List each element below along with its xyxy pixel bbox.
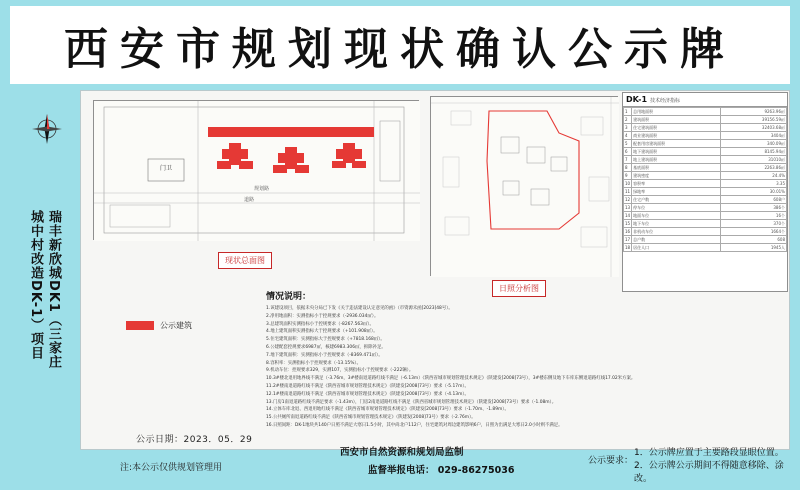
table-cell-label: 居住人口 — [632, 244, 721, 252]
table-cell-index: 6 — [624, 148, 632, 156]
note-item: 13.门房1南退道路红线不满足要求（-1.43m），门房2南退道路红线不满足《陕西省城市规划管理技术规定》（陕建发[2008]73号）要求（-1.08m）。 — [266, 399, 557, 405]
note-item: 3.总建筑面积实测指标小于控规要求（-8267.563㎡）。 — [266, 321, 374, 327]
map-label-street: 道路 — [244, 197, 255, 203]
table-row — [624, 196, 787, 204]
project-title-line1: 瑞丰新欣城DK1（三家庄 — [46, 210, 61, 369]
table-cell-value: 1664个 — [720, 228, 786, 236]
table-cell-label: 商业建筑面积 — [632, 132, 721, 140]
table-cell-value: 30.01% — [720, 188, 786, 196]
table-cell-value: 39156.59㎡ — [720, 116, 786, 124]
table-row — [624, 180, 787, 188]
note-item: 6.公建配套控规要求6987㎡，核建6983.306㎡，拆除补足。 — [266, 344, 386, 350]
table-row — [624, 124, 787, 132]
table-row — [624, 108, 787, 116]
legend-label: 公示建筑 — [160, 321, 192, 330]
table-row — [624, 148, 787, 156]
table-cell-value: 3404㎡ — [720, 132, 786, 140]
table-cell-label: 非机动车位 — [632, 228, 721, 236]
publication-date: 公示日期：2023．05．29 — [136, 435, 253, 445]
note-item: 11.2#楼南退道路红线不满足《陕西省城市规划管理技术规定》（陕建发[2008]73号）要求（-5.17m）。 — [266, 383, 469, 389]
notes — [266, 292, 782, 442]
table-row — [624, 212, 787, 220]
table-row — [624, 228, 787, 236]
table-cell-label: 住宅户数 — [632, 196, 721, 204]
table-row — [624, 156, 787, 164]
notice-item: 2．公示牌公示期间不得随意移除、涂改。 — [634, 461, 784, 484]
page-title: 西安市规划现状确认公示牌 — [64, 24, 736, 75]
note-item: 14.立体车库北退、西退用地红线不满足《陕西省城市规划管理技术规定》（陕建发[2008]73号）要求（-1.70m、-1.89m）。 — [266, 407, 509, 413]
table-row — [624, 116, 787, 124]
index-table — [623, 107, 787, 252]
note-item: 5.住宅建筑面积：实测指标大于控规要求（+7818.168㎡）。 — [266, 337, 385, 343]
notes-title: 情况说明： — [266, 292, 312, 302]
table-cell-value: 2263.86㎡ — [720, 164, 786, 172]
table-cell-label: 配套用房建筑面积 — [632, 140, 721, 148]
compass-icon — [30, 112, 64, 146]
table-cell-label: 地下建筑面积 — [632, 148, 721, 156]
table-row — [624, 236, 787, 244]
table-cell-index: 17 — [625, 237, 631, 242]
note-item: 16.日照间距：DK-1地块共140户日照不满足大寒日1.5小时，其中尚北户112户，住宅建筑对周边建筑影响6户，日照为出满足大寒日2.0小时则不满足。 — [266, 422, 563, 428]
note-item: 12.1#楼南退道路红线不满足《陕西省城市规划管理技术规定》（陕建发[2008]73号）要求（-4.13m）。 — [266, 391, 469, 397]
table-row — [624, 188, 787, 196]
note-item: 4.地上建筑面积实测指标大于控规要求（+101.908㎡）。 — [266, 329, 378, 335]
table-cell-index: 2 — [624, 116, 632, 124]
table-cell-value: 3.35 — [720, 180, 786, 188]
table-cell-index: 15 — [625, 221, 631, 226]
table-row — [624, 244, 787, 252]
notice-label: 公示要求： — [588, 456, 634, 466]
index-table-panel — [622, 92, 788, 292]
table-row — [624, 204, 787, 212]
table-cell-value: 9263.96㎡ — [720, 108, 786, 116]
table-cell-label: 基底面积 — [632, 164, 721, 172]
site-plan-map — [93, 100, 419, 240]
table-cell-value: 608 — [720, 236, 786, 244]
report-hotline: 监督举报电话： 029-86275036 — [368, 465, 515, 476]
legend-swatch — [126, 321, 154, 330]
index-table-title: DK-1 — [626, 95, 648, 104]
site-plan-label: 现状总面图 — [218, 252, 272, 269]
table-cell-value: 608户 — [720, 196, 786, 204]
table-cell-index: 7 — [624, 156, 632, 164]
table-cell-value: 1945人 — [720, 244, 786, 252]
table-cell-label: 总户数 — [632, 236, 721, 244]
table-row — [624, 220, 787, 228]
table-cell-value: 16个 — [720, 212, 786, 220]
table-cell-label: 容积率 — [632, 180, 721, 188]
note-item: 1.该建设项目，依据未央分局已下发《关于违法建设认定意见的函》（市资源未函[2023]48号）。 — [266, 306, 453, 311]
table-cell-label: 绿地率 — [632, 188, 721, 196]
note-item: 9.机动车位：控规要求329，实测107，实测指标小于控规要求（-222辆）。 — [266, 368, 414, 374]
table-cell-value: 340.09㎡ — [720, 140, 786, 148]
table-cell-label: 总用地面积 — [632, 108, 721, 116]
table-cell-index: 9 — [624, 172, 632, 180]
note-item: 15.公共厕所南退道路红线不满足《陕西省城市规划管理技术规定》（陕建发[2008]73号）要求（-2.76m）。 — [266, 415, 476, 421]
notice-item: 1．公示牌应置于主要路段显眼位置。 — [634, 448, 784, 458]
note-item: 7.地下建筑面积：实测指标小于控规要求（-8369.471㎡）。 — [266, 352, 383, 358]
table-cell-index: 4 — [624, 132, 632, 140]
table-cell-index: 12 — [625, 197, 631, 202]
table-cell-index: 5 — [624, 140, 632, 148]
table-cell-label: 建筑密度 — [632, 172, 721, 180]
table-cell-value: 8145.94㎡ — [720, 148, 786, 156]
table-cell-index: 10 — [625, 181, 631, 186]
table-cell-index: 14 — [625, 213, 631, 218]
project-title-line2: 城中村改造DK-1）项目 — [28, 210, 43, 361]
table-cell-label: 停车位 — [632, 204, 721, 212]
table-row — [624, 164, 787, 172]
table-cell-label: 地下车位 — [632, 220, 721, 228]
note-item: 2.净用地面积：实测指标小于控规要求（-2936.034㎡）。 — [266, 313, 379, 319]
notice-items — [634, 447, 800, 486]
table-cell-value: 370个 — [720, 220, 786, 228]
site-plan-drawing — [94, 101, 420, 241]
table-cell-index: 16 — [625, 229, 631, 234]
table-cell-value: 386个 — [720, 204, 786, 212]
table-cell-label: 住宅建筑面积 — [632, 124, 721, 132]
table-cell-index: 13 — [625, 205, 631, 210]
plan-analysis-map — [430, 96, 618, 276]
table-cell-index: 11 — [625, 189, 631, 194]
table-cell-value: 24.4% — [720, 172, 786, 180]
index-table-header — [623, 93, 787, 107]
table-cell-index: 18 — [625, 245, 631, 250]
table-cell-index: 8 — [624, 164, 632, 172]
table-row — [624, 172, 787, 180]
table-row — [624, 140, 787, 148]
title-bar — [10, 6, 790, 84]
plan-analysis-drawing — [431, 97, 619, 277]
remark: 注:本公示仅供规划管理用 — [120, 463, 223, 473]
table-cell-index: 1 — [624, 108, 632, 116]
table-cell-value: 32403.68㎡ — [720, 124, 786, 132]
map-label-road: 规划路 — [254, 186, 270, 192]
table-cell-label: 地面车位 — [632, 212, 721, 220]
table-cell-index: 3 — [624, 124, 632, 132]
notes-list — [266, 305, 782, 430]
table-cell-value: 31010㎡ — [720, 156, 786, 164]
note-item: 8.容积率：实测指标小于控规要求（-13.15%）。 — [266, 360, 361, 366]
map-label-gate: 门卫 — [160, 165, 173, 172]
table-cell-label: 地上建筑面积 — [632, 156, 721, 164]
table-cell-label: 建筑面积 — [632, 116, 721, 124]
issuing-authority: 西安市自然资源和规划局监制 — [340, 447, 464, 458]
note-item: 10.3#楼北退用地界线不满足（-3.76m，3#楼南退道路红线不满足（-6.13m）《陕西省城市规划管理技术规定》（陕建发[2008]73号），3#楼东侧及地下车库东侧退道路红线17.02米方案。 — [266, 376, 636, 382]
plan-analysis-label: 日照分析图 — [492, 280, 546, 297]
table-row — [624, 132, 787, 140]
index-table-subtitle: 技术经济指标 — [650, 98, 681, 104]
legend — [126, 320, 192, 331]
